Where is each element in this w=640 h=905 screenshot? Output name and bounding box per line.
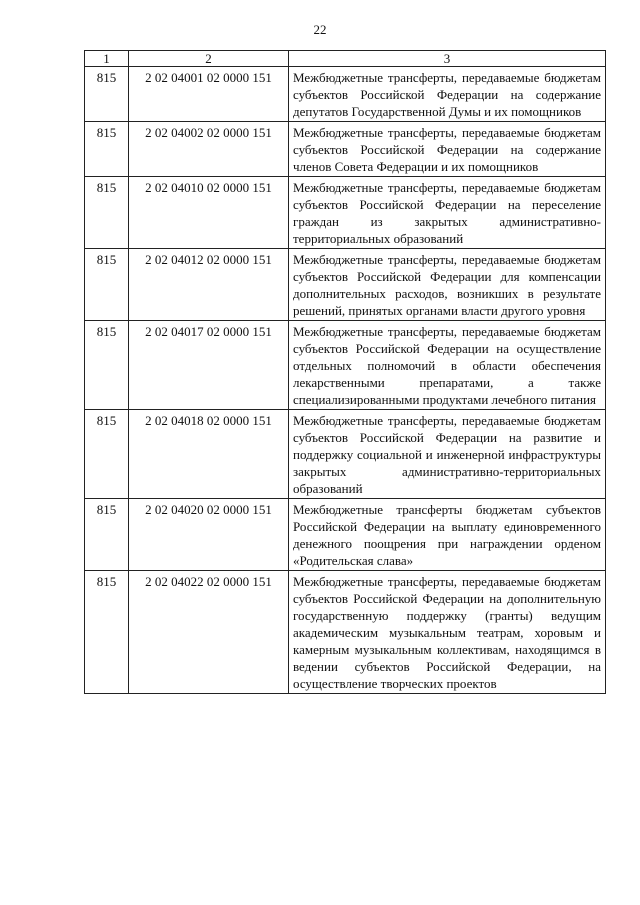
description-cell: Межбюджетные трансферты, передаваемые бюджетам субъектов Российской Федерации на переселение граждан из закрытых административно-территориальных образований	[289, 177, 606, 249]
budget-code-cell: 2 02 04020 02 0000 151	[129, 499, 289, 571]
description-cell: Межбюджетные трансферты, передаваемые бюджетам субъектов Российской Федерации на содержание депутатов Государственной Думы и их помощников	[289, 67, 606, 122]
budget-code-cell: 2 02 04022 02 0000 151	[129, 571, 289, 694]
description-cell: Межбюджетные трансферты, передаваемые бюджетам субъектов Российской Федерации на осуществление отдельных полномочий в области обеспечения лекарственными препаратами, а также специализированными продуктами лечебного питания	[289, 321, 606, 410]
description-cell: Межбюджетные трансферты бюджетам субъектов Российской Федерации на выплату единовременного денежного поощрения при награждении орденом «Родительская слава»	[289, 499, 606, 571]
description-cell: Межбюджетные трансферты, передаваемые бюджетам субъектов Российской Федерации для компенсации дополнительных расходов, возникших в результате решений, принятых органами власти другого уровня	[289, 249, 606, 321]
budget-classification-table	[84, 50, 606, 694]
table-row	[85, 571, 606, 694]
admin-code-cell: 815	[85, 571, 129, 694]
table-header-row	[85, 51, 606, 67]
admin-code-cell: 815	[85, 249, 129, 321]
table-row	[85, 177, 606, 249]
description-cell: Межбюджетные трансферты, передаваемые бюджетам субъектов Российской Федерации на дополнительную государственную поддержку (гранты) ведущим академическим музыкальным театрам, хоровым и камерным музыкальным коллективам, находящимся в ведении субъектов Российской Федерации, на осуществление творческих проектов	[289, 571, 606, 694]
budget-code-cell: 2 02 04012 02 0000 151	[129, 249, 289, 321]
budget-code-cell: 2 02 04017 02 0000 151	[129, 321, 289, 410]
admin-code-cell: 815	[85, 499, 129, 571]
admin-code-cell: 815	[85, 177, 129, 249]
column-header-2: 2	[129, 51, 289, 67]
budget-code-cell: 2 02 04010 02 0000 151	[129, 177, 289, 249]
admin-code-cell: 815	[85, 410, 129, 499]
table-row	[85, 122, 606, 177]
table-row	[85, 67, 606, 122]
budget-code-cell: 2 02 04001 02 0000 151	[129, 67, 289, 122]
admin-code-cell: 815	[85, 122, 129, 177]
table-row	[85, 410, 606, 499]
admin-code-cell: 815	[85, 321, 129, 410]
admin-code-cell: 815	[85, 67, 129, 122]
table-row	[85, 499, 606, 571]
table-row	[85, 249, 606, 321]
table-row	[85, 321, 606, 410]
column-header-1: 1	[85, 51, 129, 67]
budget-code-cell: 2 02 04002 02 0000 151	[129, 122, 289, 177]
column-header-3: 3	[289, 51, 606, 67]
page-number: 22	[313, 22, 327, 37]
description-cell: Межбюджетные трансферты, передаваемые бюджетам субъектов Российской Федерации на содержание членов Совета Федерации и их помощников	[289, 122, 606, 177]
description-cell: Межбюджетные трансферты, передаваемые бюджетам субъектов Российской Федерации на развитие и поддержку социальной и инженерной инфраструктуры закрытых административно-территориальных образований	[289, 410, 606, 499]
budget-code-cell: 2 02 04018 02 0000 151	[129, 410, 289, 499]
